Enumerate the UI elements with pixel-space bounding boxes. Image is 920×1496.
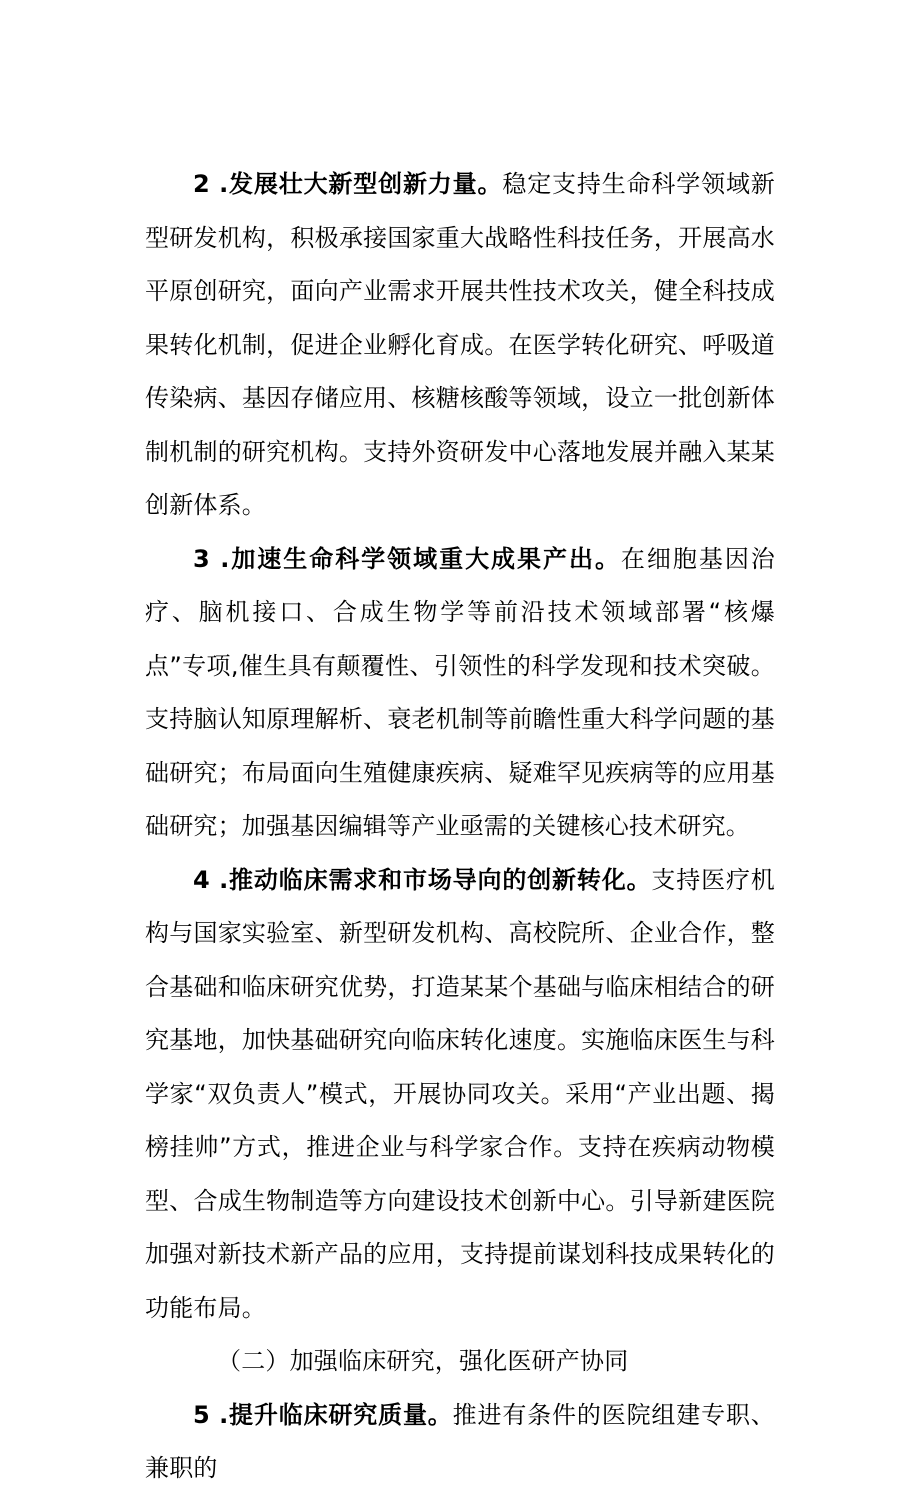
paragraph-3-body: 在细胞基因治疗、脑机接口、合成生物学等前沿技术领域部署“核爆点”专项,催生具有颠覆性、引领性的科学发现和技术突破。支持脑认知原理解析、衰老机制等前瞻性重大科学问题的基础研究；布局面向生殖健康疾病、疑难罕见疾病等的应用基础研究；加强基因编辑等产业亟需的关键核心技术研究。: [145, 544, 775, 840]
paragraph-5: [145, 1389, 775, 1496]
paragraph-2-lead: 2 .发展壮大新型创新力量。: [193, 170, 503, 198]
paragraph-5-lead: 5 .提升临床研究质量。: [193, 1400, 453, 1429]
paragraph-2-body: 稳定支持生命科学领域新型研发机构，积极承接国家重大战略性科技任务，开展高水平原创研究，面向产业需求开展共性技术攻关，健全科技成果转化机制，促进企业孵化育成。在医学转化研究、呼吸道传染病、基因存储应用、核糖核酸等领域，设立一批创新体制机制的研究机构。支持外资研发中心落地发展并融入某某创新体系。: [145, 170, 775, 519]
paragraph-3: [145, 533, 775, 854]
paragraph-4: [145, 854, 775, 1336]
document-body: [145, 158, 775, 1496]
paragraph-4-lead: 4 .推动临床需求和市场导向的创新转化。: [193, 865, 652, 894]
paragraph-4-body: 支持医疗机构与国家实验室、新型研发机构、高校院所、企业合作，整合基础和临床研究优势，打造某某个基础与临床相结合的研究基地，加快基础研究向临床转化速度。实施临床医生与科学家“双负责人”模式，开展协同攻关。采用“产业出题、揭榜挂帅”方式，推进企业与科学家合作。支持在疾病动物模型、合成生物制造等方向建设技术创新中心。引导新建医院加强对新技术新产品的应用，支持提前谋划科技成果转化的功能布局。: [145, 865, 776, 1322]
section-heading: （二）加强临床研究，强化医研产协同: [217, 1347, 629, 1375]
paragraph-3-lead: 3 .加速生命科学领域重大成果产出。: [193, 544, 621, 573]
paragraph-5-body: 推进有条件的医院组建专职、兼职的: [145, 1400, 775, 1482]
paragraph-2: [145, 158, 775, 533]
